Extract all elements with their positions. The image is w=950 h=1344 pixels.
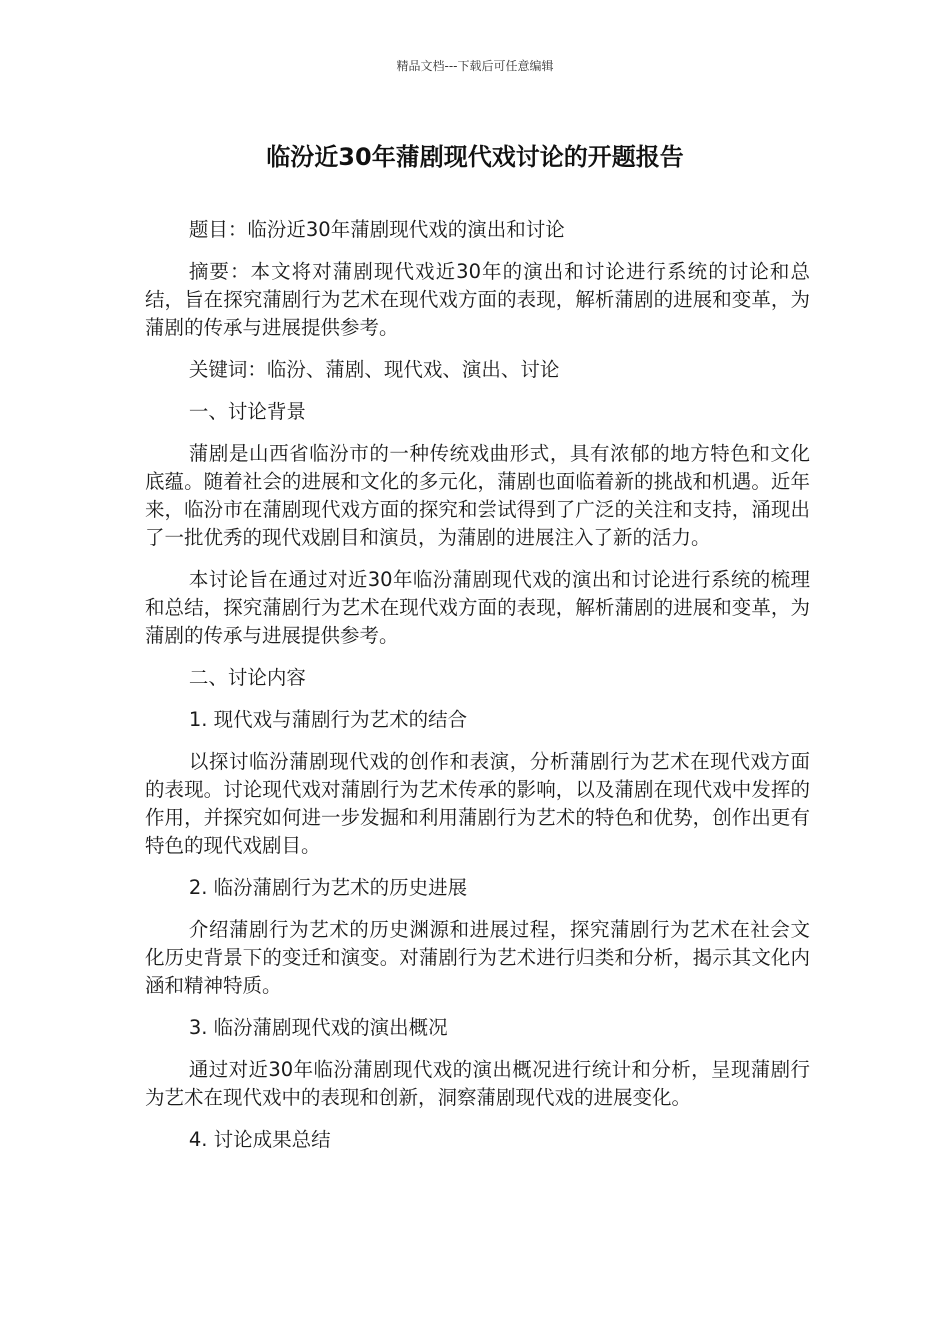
background-paragraph-1: 蒲剧是山西省临汾市的一种传统戏曲形式，具有浓郁的地方特色和文化底蕴。随着社会的进展和文化的多元化，蒲剧也面临着新的挑战和机遇。近年来，临汾市在蒲剧现代戏方面的探究和尝试得到了广泛的关注和支持，涌现出了一批优秀的现代戏剧目和演员，为蒲剧的进展注入了新的活力。 xyxy=(145,442,810,549)
header-note: 精品文档---下载后可任意编辑 xyxy=(396,59,554,73)
content-paragraph-3: 通过对近30年临汾蒲剧现代戏的演出概况进行统计和分析，呈现蒲剧行为艺术在现代戏中的表现和创新，洞察蒲剧现代戏的进展变化。 xyxy=(145,1058,810,1109)
keywords-line: 关键词：临汾、蒲剧、现代戏、演出、讨论 xyxy=(188,358,560,381)
document-title: 临汾近30年蒲剧现代戏讨论的开题报告 xyxy=(266,143,684,171)
content-paragraph-2: 介绍蒲剧行为艺术的历史渊源和进展过程，探究蒲剧行为艺术在社会文化历史背景下的变迁和演变。对蒲剧行为艺术进行归类和分析，揭示其文化内涵和精神特质。 xyxy=(145,918,810,997)
content-paragraph-1: 以探讨临汾蒲剧现代戏的创作和表演，分析蒲剧行为艺术在现代戏方面的表现。讨论现代戏对蒲剧行为艺术传承的影响，以及蒲剧在现代戏中发挥的作用，并探究如何进一步发掘和利用蒲剧行为艺术的特色和优势，创作出更有特色的现代戏剧目。 xyxy=(145,750,810,857)
subheading-4: 4. 讨论成果总结 xyxy=(188,1128,331,1151)
topic-line: 题目：临汾近30年蒲剧现代戏的演出和讨论 xyxy=(188,218,565,241)
subheading-1: 1. 现代戏与蒲剧行为艺术的结合 xyxy=(188,708,468,731)
section-heading-background: 一、讨论背景 xyxy=(188,400,306,423)
abstract-paragraph: 摘要：本文将对蒲剧现代戏近30年的演出和讨论进行系统的讨论和总结，旨在探究蒲剧行为艺术在现代戏方面的表现，解析蒲剧的进展和变革，为蒲剧的传承与进展提供参考。 xyxy=(145,260,810,339)
subheading-3: 3. 临汾蒲剧现代戏的演出概况 xyxy=(188,1016,448,1039)
section-heading-content: 二、讨论内容 xyxy=(188,666,306,689)
subheading-2: 2. 临汾蒲剧行为艺术的历史进展 xyxy=(188,876,468,899)
document-body xyxy=(145,216,810,1168)
background-paragraph-2: 本讨论旨在通过对近30年临汾蒲剧现代戏的演出和讨论进行系统的梳理和总结，探究蒲剧行为艺术在现代戏方面的表现，解析蒲剧的进展和变革，为蒲剧的传承与进展提供参考。 xyxy=(145,568,810,647)
